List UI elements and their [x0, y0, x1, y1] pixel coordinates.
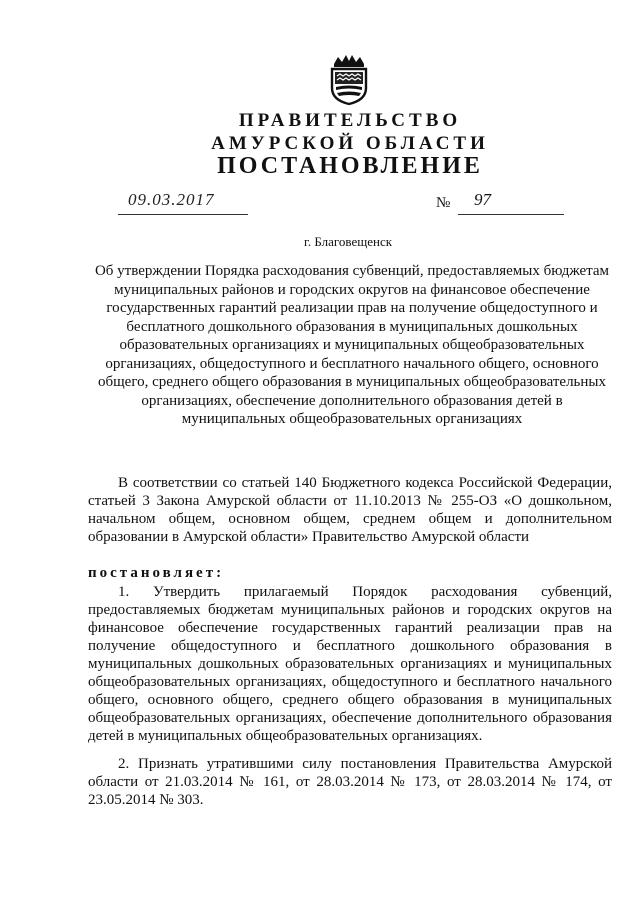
preamble-paragraph: В соответствии со статьей 140 Бюджетного кодекса Российской Федерации, статьей 3 Закона Амурской области от 11.10.2013 № 255-ОЗ «О дошкольном, начальном общем, основном общем, среднем общем и дополнительном образовании в Амурской области» Правительство Амурской области	[88, 475, 612, 545]
document-title: Об утверждении Порядка расходования субвенций, предоставляемых бюджетам муниципальных районов и городских округов на финансовое обеспечение государственных гарантий реализации прав на получение общедоступного и бесплатного дошкольного образования в муниципальных дошкольных образовательных организациях и муниципальных общеобразовательных организациях, общедоступного и бесплатного начального общего, основного общего, среднего общего образования в муниципальных общеобразовательных организациях, обеспечение дополнительного образования детей в муниципальных общеобразовательных организациях	[94, 263, 610, 427]
org-name-line1: ПРАВИТЕЛЬСТВО	[238, 110, 462, 131]
document-number: 97	[474, 190, 491, 209]
amur-region-coat-of-arms-icon	[326, 54, 372, 106]
date-field	[118, 192, 248, 215]
city: г. Благовещенск	[303, 234, 393, 249]
decree-item-2: 2. Признать утратившими силу постановления Правительства Амурской области от 21.03.2014 № 161, от 28.03.2014 № 173, от 28.03.2014 № 174, от 23.05.2014 № 303.	[88, 756, 612, 808]
number-field	[458, 192, 564, 215]
decree-item-1: 1. Утвердить прилагаемый Порядок расходования субвенций, предоставляемых бюджетам муниципальных районов и городских округов на финансовое обеспечение государственных гарантий реализации прав на получение общедоступного и бесплатного дошкольного образования в муниципальных дошкольных образовательных организациях и муниципальных общеобразовательных организациях, общедоступного и бесплатного начального общего, основного общего, среднего общего образования в муниципальных общеобразовательных организациях, обеспечение дополнительного образования детей в муниципальных общеобразовательных организациях.	[88, 584, 612, 744]
decree-word: постановляет:	[88, 565, 225, 581]
org-name-line2: АМУРСКОЙ ОБЛАСТИ	[211, 133, 489, 154]
document-date: 09.03.2017	[128, 190, 215, 209]
number-sign: №	[436, 195, 451, 211]
document-type: ПОСТАНОВЛЕНИЕ	[217, 153, 483, 179]
